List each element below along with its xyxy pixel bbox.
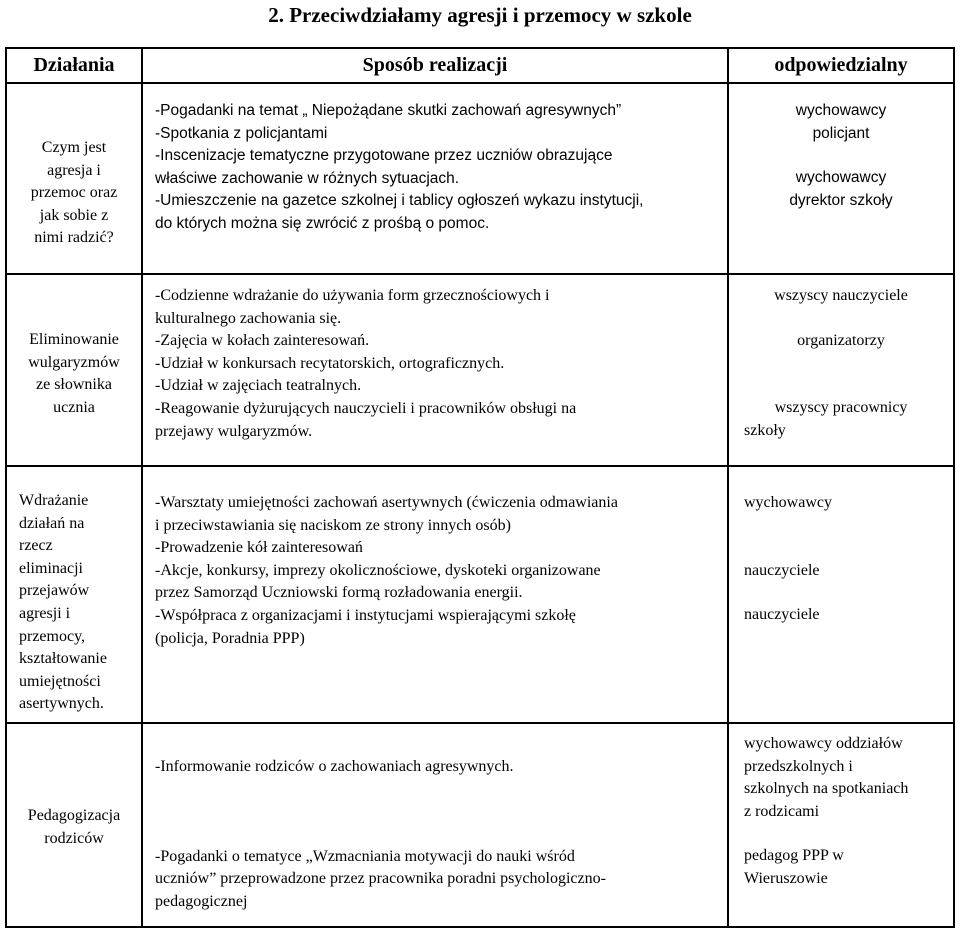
row2-action-line: ze słownika (36, 376, 112, 394)
row1-action (7, 137, 141, 250)
row4-method (155, 756, 725, 913)
row1-responsible-gap (729, 145, 953, 167)
row2-responsible-gap (729, 308, 953, 330)
row4-action-line: Pedagogizacja (27, 807, 121, 824)
row3-divider (5, 722, 955, 724)
row3-method-line: -Warsztaty umiejętności zachowań asertywnych (ćwiczenia odmawiania (155, 494, 618, 511)
row4-responsible (744, 733, 949, 891)
row2-method-line: kulturalnego zachowania się. (155, 309, 342, 327)
row3-method-line: przez Samorząd Uczniowski formą rozładowania energii. (155, 584, 523, 602)
row2-divider (5, 465, 955, 467)
row2-method (155, 285, 725, 443)
row2-action-line: ucznia (53, 398, 95, 416)
row4-action-line: rodziców (44, 829, 104, 847)
row3-method-line: -Współpraca z organizacjami i instytucjami wspierającymi szkołę (155, 606, 576, 624)
header-row-divider (5, 82, 955, 84)
row1-divider (5, 273, 955, 275)
row1-method-line: -Inscenizacje tematyczne przygotowane przez uczniów obrazujące (155, 147, 613, 165)
row3-action-line: eliminacji (19, 559, 83, 577)
row1-method-line: -Pogadanki na temat „ Niepożądane skutki zachowań agresywnych” (155, 102, 622, 119)
row3-responsible-gap (744, 515, 949, 560)
row3-responsible-line: wychowawcy (744, 494, 832, 511)
row1-action-line: agresja i (47, 161, 101, 179)
row2-responsible-line: wszyscy nauczyciele (774, 287, 908, 304)
row2-method-line: przejawy wulgaryzmów. (155, 422, 313, 440)
row4-responsible-line: szkolnych na spotkaniach (744, 780, 909, 798)
row2-responsible-gap (729, 352, 953, 397)
row1-method-line: właściwe zachowanie w różnych sytuacjach. (155, 169, 460, 187)
row3-action-line: umiejętności (19, 672, 101, 690)
row2-method-line: -Udział w konkursach recytatorskich, ortograficznych. (155, 354, 505, 372)
row2-responsible-line: organizatorzy (797, 331, 885, 349)
table-border-top (5, 47, 955, 49)
header-sposob-realizacji: Sposób realizacji (362, 54, 508, 76)
row3-action-line: agresji i (19, 604, 71, 622)
row4-method-line: -Pogadanki o tematyce „Wzmacniania motywacji do nauki wśród (155, 847, 575, 865)
row2-action-line: Eliminowanie (29, 331, 119, 348)
row3-responsible-gap (744, 582, 949, 604)
column-divider-1 (141, 47, 143, 928)
row3-action-line: działań na (19, 514, 85, 532)
row1-action-line: nimi radzić? (34, 229, 114, 247)
row4-action (7, 805, 141, 850)
table-border-right (953, 47, 955, 928)
row1-action-line: Czym jest (41, 139, 107, 156)
row1-method-line: -Spotkania z policjantami (155, 124, 328, 142)
row1-responsible-line: wychowawcy (795, 169, 887, 187)
row4-responsible-line: Wieruszowie (744, 869, 828, 887)
row1-action-line: przemoc oraz (30, 184, 118, 202)
row4-method-line: -Informowanie rodziców o zachowaniach agresywnych. (155, 758, 514, 775)
row4-method-line: uczniów” przeprowadzone przez pracownika poradni psychologiczno- (155, 870, 606, 888)
header-dzialania: Działania (33, 54, 115, 76)
row4-responsible-line: pedagog PPP w (744, 847, 844, 865)
row3-action-line: przemocy, (19, 627, 86, 645)
row3-method (155, 492, 725, 650)
row2-responsible-line: szkoły (744, 421, 786, 439)
row3-action-line: Wdrażanie (19, 492, 89, 509)
row3-responsible (744, 492, 949, 627)
row2-action (7, 329, 141, 419)
row3-action-line: rzecz (19, 537, 53, 555)
row4-responsible-line: przedszkolnych i (744, 757, 853, 775)
row3-action (19, 490, 139, 716)
row3-method-line: -Prowadzenie kół zainteresowań (155, 539, 363, 557)
row1-responsible (729, 100, 953, 212)
row1-method-line: do których można się zwrócić z prośbą o pomoc. (155, 214, 490, 232)
row3-action-line: kształtowanie (19, 650, 107, 668)
row3-method-line: i przeciwstawiania się naciskom ze strony innych osób) (155, 516, 511, 534)
row4-responsible-line: wychowawcy oddziałów (744, 735, 903, 752)
row2-method-line: -Codzienne wdrażanie do używania form grzecznościowych i (155, 287, 550, 304)
row3-method-line: (policja, Poradnia PPP) (155, 629, 305, 647)
row1-action-line: jak sobie z (39, 206, 109, 224)
row4-method-gap (155, 779, 725, 846)
row3-responsible-line: nauczyciele (744, 561, 820, 579)
row1-responsible-line: wychowawcy (795, 102, 887, 119)
row3-action-line: asertywnych. (19, 695, 104, 713)
row4-method-line: pedagogicznej (155, 892, 248, 910)
row2-responsible-line: wszyscy pracownicy (774, 399, 908, 417)
row3-responsible-line: nauczyciele (744, 606, 820, 624)
row2-action-line: wulgaryzmów (28, 353, 120, 371)
table-border-bottom (5, 926, 955, 928)
row3-action-line: przejawów (19, 582, 90, 600)
section-title: 2. Przeciwdziałamy agresji i przemocy w szkole (268, 3, 692, 27)
row4-responsible-gap (744, 823, 949, 845)
row1-method (155, 100, 725, 236)
row3-method-line: -Akcje, konkursy, imprezy okolicznościowe, dyskoteki organizowane (155, 561, 601, 579)
row1-responsible-line: policjant (812, 124, 870, 142)
row2-method-line: -Udział w zajęciach teatralnych. (155, 377, 362, 395)
row1-method-line: -Umieszczenie na gazetce szkolnej i tablicy ogłoszeń wykazu instytucji, (155, 192, 644, 210)
row2-responsible (729, 285, 953, 442)
header-odpowiedzialny: odpowiedzialny (774, 54, 908, 76)
row1-responsible-line: dyrektor szkoły (789, 191, 893, 209)
row2-method-line: -Reagowanie dyżurujących nauczycieli i pracowników obsługi na (155, 399, 577, 417)
row2-method-line: -Zajęcia w kołach zainteresowań. (155, 332, 370, 350)
row4-responsible-line: z rodzicami (744, 802, 820, 820)
